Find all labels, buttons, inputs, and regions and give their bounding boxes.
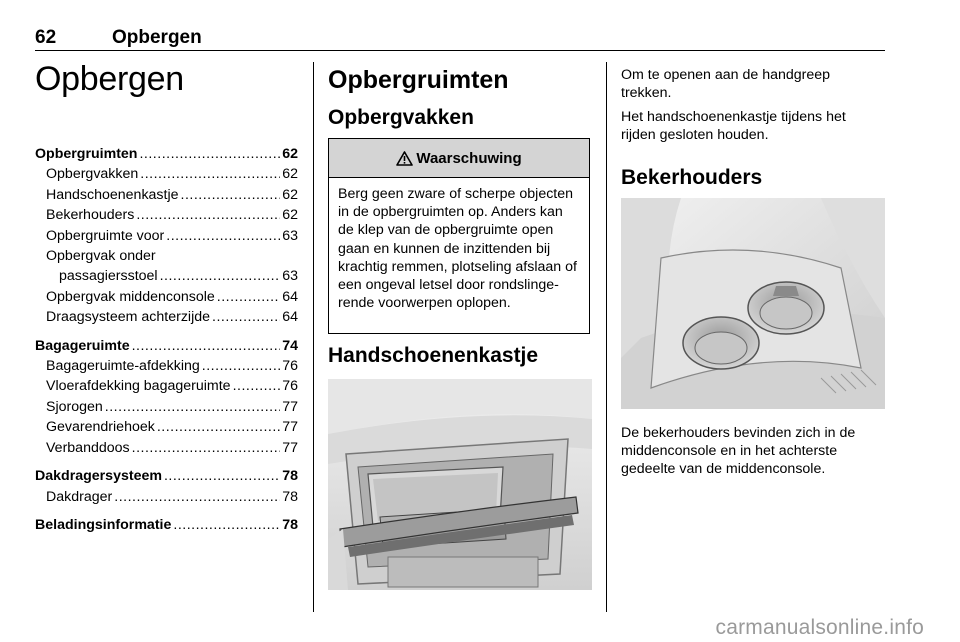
toc-entry-label: Dakdrager [46,488,113,505]
toc-leader-dots [132,438,281,458]
toc-leader-dots [105,397,280,417]
toc-entry-page: 63 [282,227,298,244]
toc-leader-dots [166,226,280,246]
toc-leader-dots [139,144,280,164]
paragraph-keep-closed: Het handschoenenkastje tijdens het rijden gesloten houden. [621,109,846,144]
toc-leader-dots [202,356,280,376]
toc-entry-page: 74 [282,337,298,354]
toc-leader-dots [114,487,280,507]
toc-entry-label: Opbergruimten [35,146,138,162]
toc-leader-dots [160,266,281,286]
toc-entry-page: 64 [282,309,298,326]
toc-leader-dots [212,307,280,327]
toc-entry-page: 62 [282,166,298,183]
header-rule [35,50,885,51]
toc-entry-page: 76 [282,378,298,395]
toc-entry-page: 77 [282,419,298,436]
toc-entry-page: 76 [282,358,298,375]
toc-leader-dots [233,376,281,396]
warning-header [329,139,589,178]
watermark: carmanualsonline.info [715,616,924,639]
section-heading: Opbergruimten [328,66,509,94]
toc-entry-label: Opbergruimte voor [46,227,165,244]
toc-entry[interactable] [35,376,298,396]
toc-entry[interactable] [35,266,298,286]
running-header: Opbergen [112,27,202,48]
toc-entry[interactable] [35,397,298,417]
warning-triangle-icon [396,151,413,166]
toc-entry[interactable] [35,356,298,376]
column-separator-2 [606,62,607,612]
toc-entry-label: Bekerhouders [46,207,135,224]
toc-entry-label: Opbergvak middenconsole [46,288,215,305]
cupholder-illustration [621,198,885,409]
page-number: 62 [35,27,57,48]
toc-entry[interactable] [35,515,298,535]
toc-entry-page: 77 [282,439,298,456]
toc-entry-label: Verbanddoos [46,439,130,456]
toc-leader-dots [181,185,281,205]
chapter-title: Opbergen [35,60,184,98]
paragraph-cupholders-location: De bekerhouders bevinden zich in de middenconsole en in het achterste gedeelte van de middenconsole. [621,425,856,478]
toc-leader-dots [217,287,280,307]
warning-text: Berg geen zware of scherpe objecten in de opbergruimten op. Anders kan de klep van de opbergruimte open gaan en kunnen de inzittenden bij krachtig remmen, plotseling afslaan of een ongeval letsel door rondslinge-rende voorwerpen oplopen. [338,186,577,312]
toc-entry-label: Opbergvak onder [46,248,156,265]
toc-entry[interactable] [35,164,298,184]
paragraph-open-glovebox: Om te openen aan de handgreep trekken. [621,67,831,102]
toc-entry[interactable] [35,336,298,356]
toc-entry-label: Handschoenenkastje [46,186,179,203]
toc-entry-label: Bagageruimte-afdekking [46,358,200,375]
toc-leader-dots [157,417,280,437]
toc-leader-dots [164,466,280,486]
toc-entry[interactable] [35,144,298,164]
toc-entry-page: 62 [282,207,298,224]
toc-entry-label: Opbergvakken [46,166,139,183]
glovebox-illustration [328,379,592,590]
toc-entry[interactable] [35,466,298,486]
toc-entry-label: Beladingsinformatie [35,516,172,533]
toc-entry[interactable] [35,287,298,307]
toc-entry[interactable] [35,246,298,266]
toc-leader-dots [140,164,280,184]
subsection-heading: Opbergvakken [328,106,474,129]
toc-entry-page: 78 [282,516,298,533]
toc-entry-label: Gevarendriehoek [46,419,155,436]
toc-entry-page: 78 [282,468,298,485]
toc-entry[interactable] [35,185,298,205]
toc-entry-page: 62 [282,186,298,203]
toc-leader-dots [173,515,280,535]
toc-entry-page: 64 [282,288,298,305]
toc-entry[interactable] [35,417,298,437]
table-of-contents [35,144,298,535]
toc-leader-dots [136,205,280,225]
toc-leader-dots [132,336,281,356]
toc-entry-page: 62 [282,146,298,162]
warning-box [328,138,590,334]
toc-entry-page: 78 [282,488,298,505]
toc-entry[interactable] [35,205,298,225]
toc-entry-page: 77 [282,398,298,415]
warning-title: Waarschuwing [416,149,522,167]
toc-entry-label: Vloerafdekking bagageruimte [46,378,231,395]
column-separator-1 [313,62,314,612]
toc-entry[interactable] [35,226,298,246]
subsection-heading-glovebox: Handschoenenkastje [328,344,539,367]
toc-entry-label: Draagsysteem achterzijde [46,309,211,326]
toc-entry-label: Dakdragersysteem [35,468,162,485]
toc-entry[interactable] [35,487,298,507]
toc-entry[interactable] [35,438,298,458]
toc-entry-page: 63 [282,268,298,285]
toc-entry[interactable] [35,307,298,327]
toc-entry-label: Bagageruimte [35,337,130,354]
toc-entry-label: passagiersstoel [59,268,158,285]
subsection-heading-cupholders: Bekerhouders [621,166,763,189]
toc-entry-label: Sjorogen [46,398,103,415]
